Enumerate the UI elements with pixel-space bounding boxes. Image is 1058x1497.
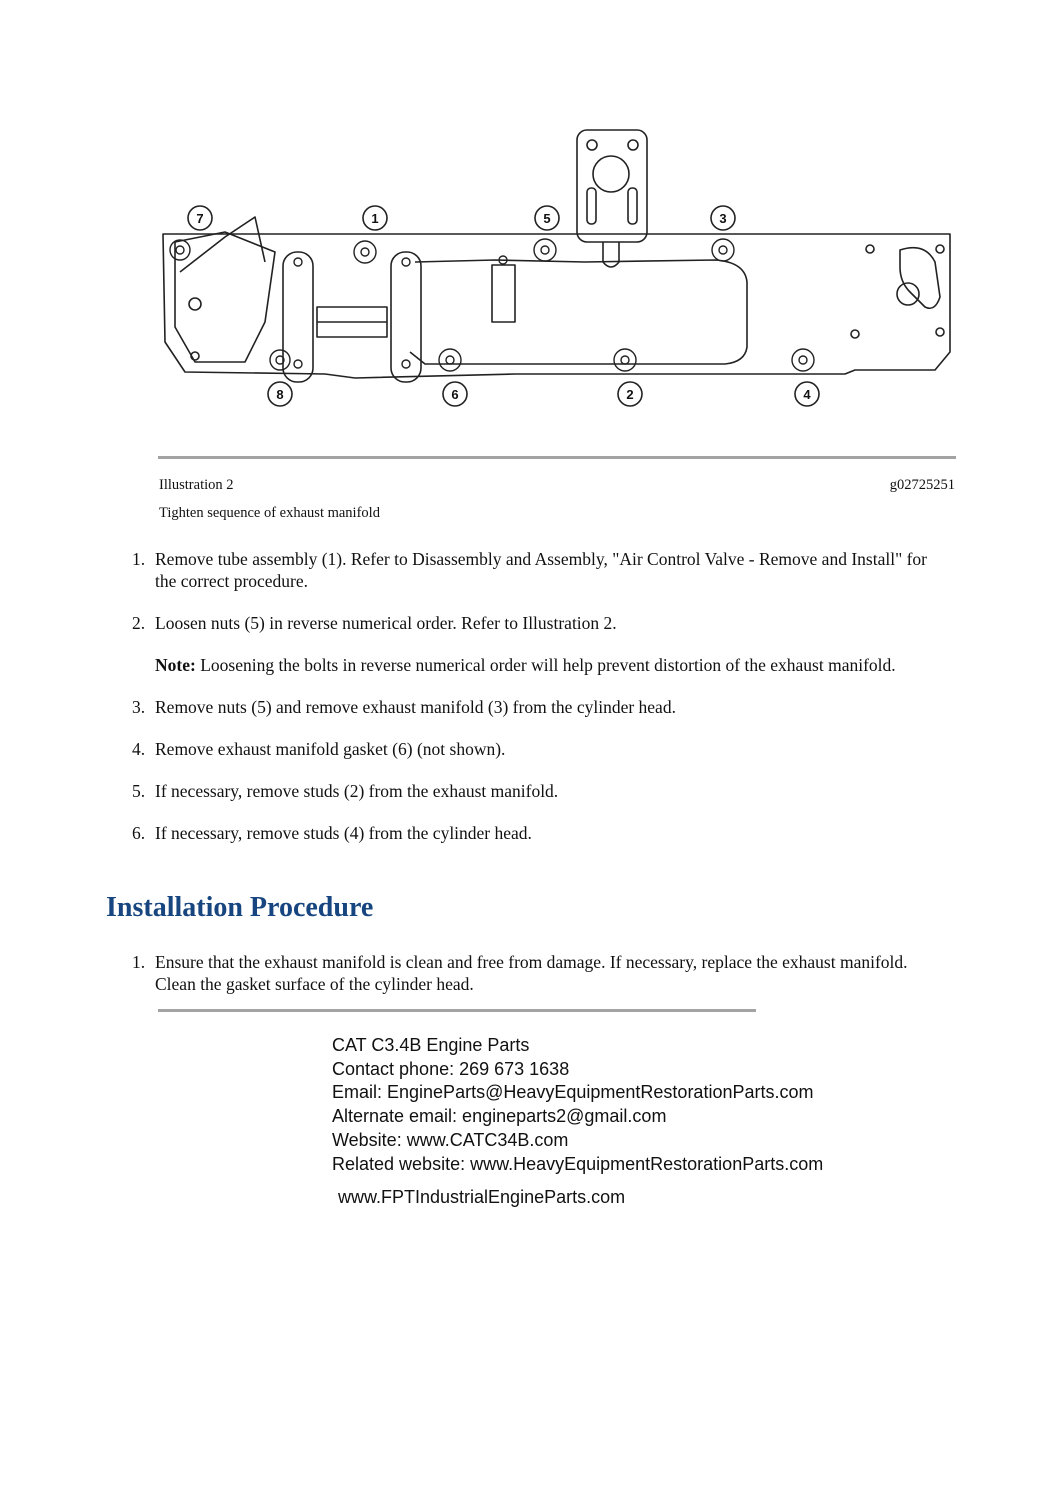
svg-text:6: 6 (451, 387, 459, 402)
callout-5 (535, 206, 559, 230)
note-paragraph (107, 654, 947, 676)
step-number: 5. (132, 781, 146, 801)
callout-7 (188, 206, 212, 230)
list-item (107, 612, 947, 634)
content-divider (158, 1009, 756, 1012)
step-number: 2. (132, 613, 146, 633)
step-number: 1. (132, 952, 146, 972)
contact-email: Email: EngineParts@HeavyEquipmentRestorationParts.com (332, 1082, 814, 1103)
step-text: Loosen nuts (5) in reverse numerical order. Refer to Illustration 2. (155, 613, 617, 633)
list-item (107, 548, 947, 592)
contact-company: CAT C3.4B Engine Parts (332, 1035, 530, 1055)
svg-text:8: 8 (276, 387, 284, 402)
list-item (107, 822, 947, 844)
callout-1 (363, 206, 387, 230)
list-item (107, 696, 947, 718)
section-heading-installation: Installation Procedure (106, 892, 374, 923)
contact-phone: Contact phone: 269 673 1638 (332, 1058, 570, 1079)
step-text: Remove exhaust manifold gasket (6) (not shown). (155, 739, 506, 759)
svg-text:5: 5 (543, 211, 551, 226)
note-text: Loosening the bolts in reverse numerical order will help prevent distortion of the exhaust manifold. (195, 655, 896, 675)
svg-text:2: 2 (626, 387, 634, 402)
svg-text:3: 3 (719, 211, 727, 226)
step-text: If necessary, remove studs (4) from the cylinder head. (155, 823, 532, 843)
manifold-body (410, 260, 747, 364)
contact-info-block (332, 1034, 823, 1210)
svg-text:4: 4 (803, 387, 811, 402)
step-number: 4. (132, 739, 146, 759)
step-text: Remove tube assembly (1). Refer to Disassembly and Assembly, "Air Control Valve - Remove and Install" for the correct procedure. (155, 549, 927, 591)
svg-text:1: 1 (371, 211, 379, 226)
step-text: If necessary, remove studs (2) from the exhaust manifold. (155, 781, 559, 801)
note-label: Note: (155, 655, 196, 675)
callout-8 (268, 382, 292, 406)
step-number: 3. (132, 697, 146, 717)
figure-caption-title: Illustration 2 (159, 477, 234, 493)
step-number: 1. (132, 549, 146, 569)
contact-alt-email: Alternate email: engineparts2@gmail.com (332, 1106, 667, 1127)
callout-4 (795, 382, 819, 406)
list-item (107, 738, 947, 760)
list-item (107, 951, 947, 995)
list-item (107, 780, 947, 802)
step-number: 6. (132, 823, 146, 843)
figure-caption-description: Tighten sequence of exhaust manifold (159, 505, 380, 521)
removal-steps-list (107, 548, 947, 844)
contact-related-website: Related website: www.HeavyEquipmentRestorationParts.com (332, 1153, 824, 1174)
callout-2 (618, 382, 642, 406)
svg-text:7: 7 (196, 211, 204, 226)
exhaust-manifold-illustration (155, 122, 960, 422)
contact-website: Website: www.CATC34B.com (332, 1129, 569, 1150)
contact-extra-website: www.FPTIndustrialEngineParts.com (338, 1187, 626, 1208)
installation-steps-list (107, 951, 947, 995)
callout-3 (711, 206, 735, 230)
figure-divider (158, 456, 956, 459)
step-text: Ensure that the exhaust manifold is clean and free from damage. If necessary, replace the exhaust manifold. Clean the gasket surface of the cylinder head. (155, 952, 908, 994)
callout-6 (443, 382, 467, 406)
step-text: Remove nuts (5) and remove exhaust manifold (3) from the cylinder head. (155, 697, 676, 717)
figure-caption-id: g02725251 (889, 477, 955, 493)
